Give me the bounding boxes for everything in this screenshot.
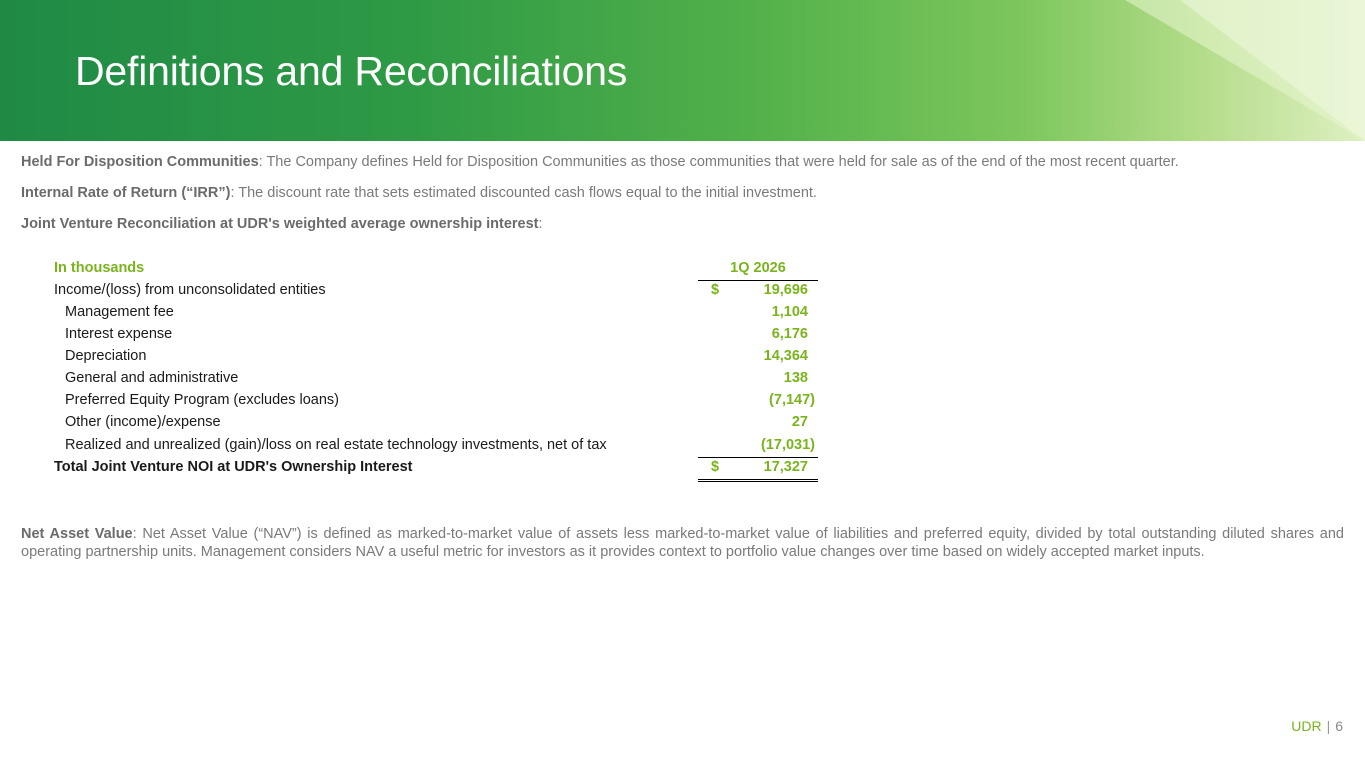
page-number: 6 bbox=[1335, 718, 1343, 734]
row-value: (17,031) bbox=[760, 437, 815, 453]
row-value: 14,364 bbox=[763, 348, 808, 364]
row-value: 6,176 bbox=[771, 326, 808, 342]
table-row bbox=[54, 412, 818, 434]
row-value: 138 bbox=[783, 370, 808, 386]
row-label: Depreciation bbox=[65, 348, 147, 364]
definition-text: : The discount rate that sets estimated discounted cash flows equal to the initial investment. bbox=[230, 185, 817, 201]
definition-text: : The Company defines Held for Disposition Communities as those communities that were held for sale as of the end of the most recent quarter. bbox=[258, 154, 1179, 170]
page-title: Definitions and Reconciliations bbox=[75, 48, 628, 94]
definition-text: : Net Asset Value (“NAV”) is defined as marked-to-market value of assets less marked-to-market value of liabilities and preferred equity, divided by total outstanding diluted shares and operating partnership units. Management considers NAV a useful metric for investors as it provides context to portfolio value changes over time based on widely accepted market inputs. bbox=[21, 526, 1344, 560]
definition-term: Joint Venture Reconciliation at UDR's weighted average ownership interest bbox=[21, 216, 539, 232]
definition-term: Net Asset Value bbox=[21, 526, 133, 542]
definition-jv-reconciliation bbox=[21, 215, 543, 233]
row-label: Preferred Equity Program (excludes loans) bbox=[65, 392, 340, 408]
row-label: Income/(loss) from unconsolidated entities bbox=[54, 282, 326, 298]
row-value: 27 bbox=[791, 414, 808, 430]
table-row bbox=[54, 346, 818, 368]
row-currency: $ bbox=[711, 282, 720, 298]
table-column-header: 1Q 2026 bbox=[730, 260, 786, 276]
definition-term: Held For Disposition Communities bbox=[21, 154, 259, 170]
row-value: (7,147) bbox=[769, 392, 815, 408]
table-header-row bbox=[54, 258, 818, 280]
header-banner bbox=[0, 0, 1365, 141]
table-row bbox=[54, 302, 818, 324]
footer bbox=[1291, 718, 1343, 734]
definition-term: Internal Rate of Return (“IRR”) bbox=[21, 185, 231, 201]
definition-text: : bbox=[538, 216, 543, 232]
total-value: 17,327 bbox=[763, 459, 808, 475]
footer-brand: UDR bbox=[1291, 718, 1322, 734]
row-label: Interest expense bbox=[65, 326, 173, 342]
row-label: Realized and unrealized (gain)/loss on real estate technology investments, net of tax bbox=[65, 437, 607, 453]
table-row bbox=[54, 435, 818, 457]
table-row bbox=[54, 324, 818, 346]
definition-nav bbox=[21, 525, 1344, 561]
table-row bbox=[54, 368, 818, 390]
total-label: Total Joint Venture NOI at UDR's Ownership Interest bbox=[54, 459, 413, 475]
total-double-rule-top bbox=[698, 479, 818, 480]
row-value: 19,696 bbox=[763, 282, 808, 298]
table-total-row bbox=[54, 457, 818, 479]
table-header-label: In thousands bbox=[54, 260, 145, 276]
row-label: Management fee bbox=[65, 304, 174, 320]
row-value: 1,104 bbox=[771, 304, 808, 320]
table-row bbox=[54, 390, 818, 412]
footer-separator: | bbox=[1326, 718, 1331, 734]
total-currency: $ bbox=[711, 459, 720, 475]
row-label: General and administrative bbox=[65, 370, 239, 386]
definition-held-for-disposition bbox=[21, 153, 1179, 171]
total-double-rule-bottom bbox=[698, 481, 818, 482]
table-row bbox=[54, 280, 818, 302]
row-label: Other (income)/expense bbox=[65, 414, 221, 430]
definition-irr bbox=[21, 184, 817, 202]
